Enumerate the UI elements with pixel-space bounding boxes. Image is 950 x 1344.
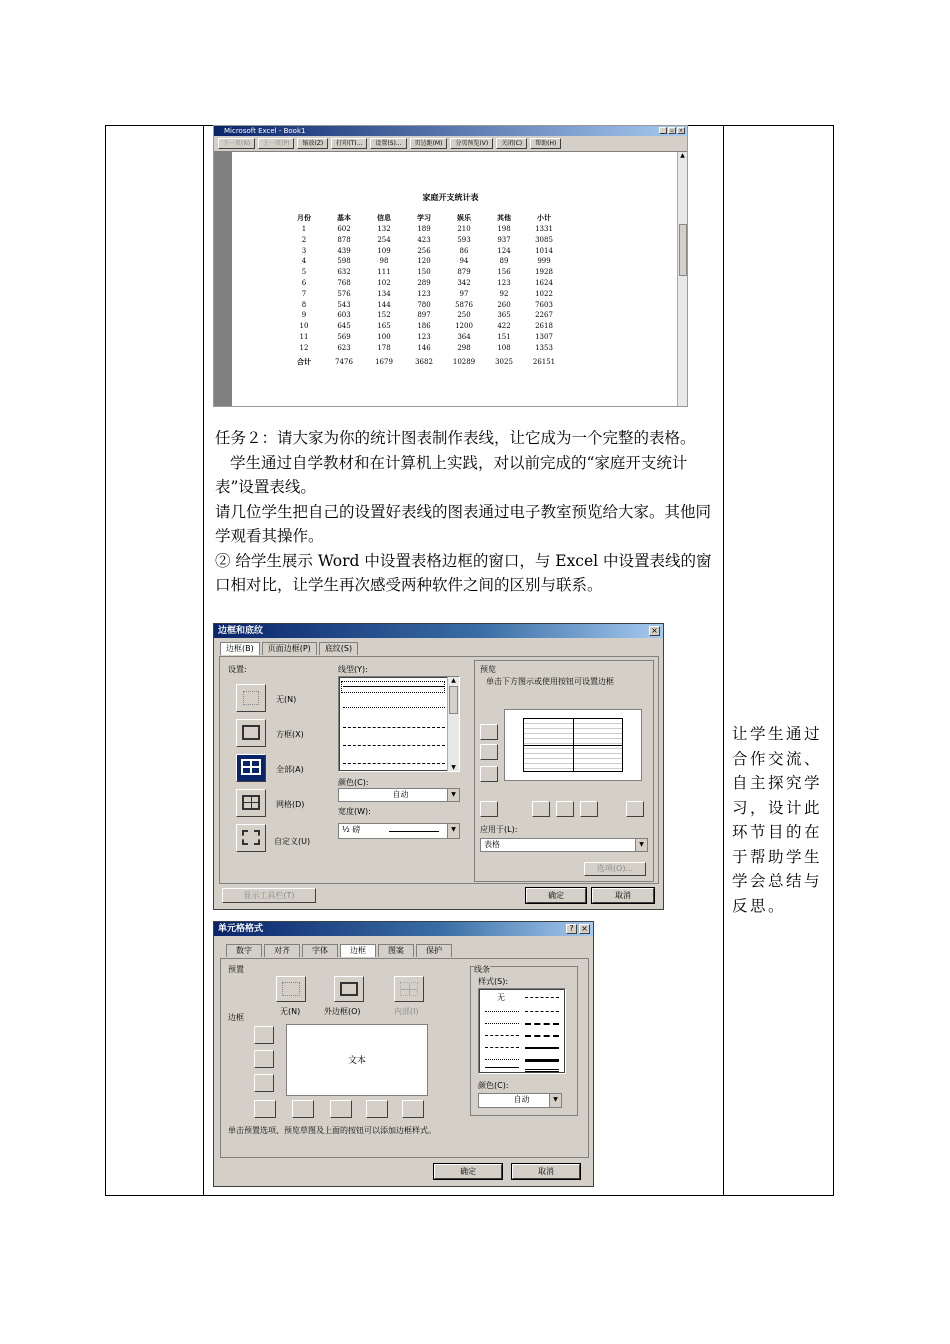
table-cell: 1353 — [535, 343, 553, 352]
bottom-border-button[interactable] — [480, 766, 498, 782]
table-cell: 3 — [301, 246, 307, 255]
table-cell: 768 — [337, 278, 351, 287]
line-style-list[interactable] — [478, 988, 566, 1074]
table-row — [284, 289, 564, 300]
preview-box — [504, 709, 642, 781]
print-button[interactable]: 打印(T)... — [331, 138, 367, 149]
table-cell: 1014 — [535, 246, 553, 255]
border-label: 边框 — [228, 1013, 244, 1022]
table-cell: 146 — [417, 343, 431, 352]
table-cell: 254 — [377, 235, 391, 244]
next-page-button[interactable]: 下一页(N) — [218, 138, 255, 149]
table-cell: 5 — [301, 268, 307, 277]
table-row — [284, 321, 564, 332]
word-borders-dialog — [213, 623, 664, 910]
table-cell: 151 — [497, 332, 511, 341]
setting-none-label: 无(N) — [276, 695, 297, 704]
total-cell: 合计 — [297, 356, 311, 366]
table-row — [284, 332, 564, 343]
table-cell: 1022 — [535, 289, 553, 298]
table-row — [284, 278, 564, 289]
diagonal-up-button[interactable] — [254, 1100, 276, 1118]
table-cell: 210 — [457, 225, 471, 233]
table-cell: 1 — [301, 225, 307, 233]
table-cell: 100 — [377, 332, 391, 341]
left-border-button[interactable] — [292, 1100, 314, 1118]
table-cell: 109 — [377, 246, 391, 255]
table-cell: 7 — [301, 289, 307, 298]
table-row — [284, 224, 564, 235]
compare-paragraph: ② 给学生展示 Word 中设置表格边框的窗口，与 Excel 中设置表线的窗口相对比，让学生再次感受两种软件之间的区别与联系。 — [215, 551, 712, 594]
setting-grid-icon[interactable] — [236, 789, 266, 817]
table-cell: 422 — [497, 322, 511, 331]
table-cell: 937 — [497, 235, 511, 244]
setting-box-label: 方框(X) — [276, 730, 304, 739]
chevron-down-icon[interactable]: ▼ — [635, 839, 647, 851]
preset-none-label: 无(N) — [280, 1007, 301, 1016]
cancel-button[interactable]: 取消 — [512, 1164, 580, 1179]
task-paragraph: 任务２：请大家为你的统计图表制作表线，让它成为一个完整的表格。 — [215, 429, 696, 447]
preview-table — [523, 718, 623, 772]
table-cell: 5876 — [455, 300, 473, 309]
table-cell: 178 — [377, 343, 391, 352]
table-row — [284, 310, 564, 321]
table-row — [284, 246, 564, 257]
table-cell: 10 — [299, 322, 309, 331]
linestyle-label: 线型(Y): — [338, 665, 368, 674]
setting-all-icon[interactable] — [236, 754, 266, 782]
width-label: 宽度(W): — [338, 807, 371, 816]
total-cell: 7476 — [335, 357, 353, 366]
inside-h-border-button[interactable] — [480, 744, 498, 760]
chevron-down-icon[interactable]: ▼ — [447, 824, 459, 838]
table-cell: 598 — [337, 257, 351, 266]
preset-outline-icon[interactable] — [334, 976, 364, 1002]
diagonal-down-button[interactable] — [626, 801, 644, 817]
apply-to-select[interactable] — [480, 838, 648, 852]
diagonal-down-button[interactable] — [402, 1100, 424, 1118]
tab-page-border[interactable]: 页面边框(P) — [262, 642, 317, 655]
table-cell: 999 — [537, 257, 551, 266]
table-cell: 342 — [457, 278, 471, 287]
inside-v-border-button[interactable] — [556, 801, 574, 817]
table-cell: 124 — [497, 246, 511, 255]
tab-patterns[interactable]: 图案 — [378, 944, 414, 957]
table-cell: 120 — [417, 257, 431, 266]
table-cell: 189 — [417, 225, 431, 233]
table-cell: 11 — [299, 332, 309, 341]
close-icon[interactable]: × — [678, 128, 684, 134]
preset-inside-label: 内部(I) — [394, 1007, 419, 1016]
table-cell: 602 — [337, 225, 351, 233]
column-header: 其他 — [497, 213, 511, 222]
sample-text: 文本 — [347, 1056, 366, 1066]
tab-borders[interactable]: 边框(B) — [220, 642, 260, 655]
table-cell: 7603 — [535, 300, 553, 309]
column-header: 基本 — [337, 213, 351, 222]
table-cell: 6 — [301, 278, 307, 287]
preview-margin — [214, 152, 232, 406]
table-cell: 780 — [417, 300, 431, 309]
table-row — [284, 235, 564, 246]
table-row — [284, 267, 564, 278]
color-value: 自动 — [513, 1095, 530, 1104]
middle-border-button[interactable] — [254, 1050, 274, 1068]
top-border-button[interactable] — [254, 1026, 274, 1044]
margins-button[interactable]: 页边距(M) — [410, 138, 448, 149]
preset-label: 预置 — [228, 965, 244, 974]
tab-border[interactable]: 边框 — [340, 944, 376, 957]
setup-button[interactable]: 设置(S)... — [370, 138, 406, 149]
excel-window-title: Microsoft Excel - Book1 — [224, 127, 306, 135]
table-cell: 156 — [497, 268, 511, 277]
preview-label: 预览 — [480, 665, 496, 674]
column-header: 月份 — [297, 213, 311, 222]
right-border-button[interactable] — [580, 801, 598, 817]
setting-all-label: 全部(A) — [276, 765, 304, 774]
vertical-scrollbar[interactable] — [677, 152, 687, 406]
total-cell: 10289 — [452, 357, 476, 366]
center-border-button[interactable] — [330, 1100, 352, 1118]
table-cell: 86 — [459, 246, 469, 255]
scroll-up-icon[interactable]: ▲ — [680, 152, 685, 159]
table-cell: 593 — [457, 235, 471, 244]
excel-titlebar — [214, 126, 687, 136]
ok-button[interactable]: 确定 — [434, 1164, 502, 1179]
scroll-thumb[interactable] — [679, 224, 687, 276]
table-cell: 569 — [337, 332, 351, 341]
minimize-icon[interactable]: _ — [659, 127, 667, 134]
table-cell: 879 — [457, 268, 471, 277]
table-cell: 1624 — [535, 278, 553, 287]
table-cell: 97 — [459, 289, 469, 298]
color-value: 自动 — [392, 790, 409, 799]
setting-none-icon[interactable] — [236, 684, 266, 712]
table-cell: 365 — [497, 311, 511, 320]
border-preview-box — [286, 1024, 428, 1096]
page-break-preview-button[interactable]: 分页预览(V) — [450, 138, 493, 149]
help-button[interactable]: 帮助(H) — [530, 138, 561, 149]
table-cell: 132 — [377, 225, 391, 233]
column-divider — [723, 126, 724, 1195]
table-cell: 439 — [337, 246, 351, 255]
apply-to-value: 表格 — [484, 840, 500, 849]
preview-hint: 单击下方图示或使用按钮可设置边框 — [486, 677, 614, 686]
table-cell: 198 — [497, 225, 511, 233]
show-toolbar-button[interactable]: 显示工具栏(T) — [222, 888, 316, 903]
table-row — [284, 256, 564, 267]
excel-format-cells-dialog — [213, 921, 594, 1187]
tab-font[interactable]: 字体 — [302, 944, 338, 957]
expense-table — [284, 212, 564, 370]
preset-outline-label: 外边框(O) — [324, 1007, 361, 1016]
table-cell: 108 — [497, 343, 511, 352]
table-cell: 289 — [417, 278, 431, 287]
table-cell: 1200 — [455, 322, 473, 331]
total-cell: 26151 — [532, 357, 556, 366]
table-cell: 260 — [497, 300, 511, 309]
table-cell: 250 — [457, 311, 471, 320]
apply-to-label: 应用于(L): — [480, 825, 518, 834]
options-button[interactable]: 选项(O)... — [584, 862, 646, 876]
table-cell: 9 — [301, 311, 307, 320]
table-cell: 123 — [417, 289, 431, 298]
preview-toolbar — [214, 136, 687, 152]
table-cell: 89 — [499, 257, 509, 266]
width-value: ½ 磅 — [342, 825, 361, 834]
table-cell: 623 — [337, 343, 351, 352]
cancel-button[interactable]: 取消 — [592, 888, 654, 903]
bottom-border-button[interactable] — [254, 1074, 274, 1092]
table-cell: 645 — [337, 322, 351, 331]
table-cell: 1928 — [535, 268, 553, 277]
column-header: 小计 — [537, 213, 551, 222]
help-icon[interactable]: ? — [566, 924, 577, 934]
design-intent-text: 让学生通过合作交流、自主探究学习，设计此环节目的在于帮助学生学会总结与反思。 — [732, 725, 823, 915]
color-select[interactable] — [338, 788, 460, 802]
table-cell: 423 — [417, 235, 431, 244]
close-button[interactable]: 关闭(C) — [496, 138, 527, 149]
close-icon[interactable]: × — [649, 626, 660, 636]
chevron-down-icon[interactable]: ▼ — [549, 1094, 561, 1107]
table-cell: 878 — [337, 235, 351, 244]
lesson-text — [215, 426, 720, 598]
dialog-title: 边框和底纹 — [214, 624, 663, 638]
setting-box-icon[interactable] — [236, 719, 266, 747]
table-cell: 144 — [377, 300, 391, 309]
tab-alignment[interactable]: 对齐 — [264, 944, 300, 957]
color-label: 颜色(C): — [338, 778, 369, 787]
table-row — [284, 343, 564, 354]
setting-custom-label: 自定义(U) — [274, 837, 311, 846]
chevron-down-icon[interactable]: ▼ — [447, 789, 459, 801]
table-cell: 150 — [417, 268, 431, 277]
tab-protection[interactable]: 保护 — [416, 944, 452, 957]
table-cell: 2267 — [535, 311, 553, 320]
table-cell: 94 — [459, 257, 469, 266]
table-cell: 165 — [377, 322, 391, 331]
tab-number[interactable]: 数字 — [226, 944, 262, 957]
linestyle-list[interactable] — [338, 676, 460, 772]
setting-custom-icon[interactable] — [236, 824, 266, 852]
practice-paragraph: 学生通过自学教材和在计算机上实践，对以前完成的“家庭开支统计表”设置表线。 — [215, 453, 688, 496]
column-header: 学习 — [417, 213, 431, 222]
table-cell: 186 — [417, 322, 431, 331]
setting-label: 设置: — [228, 665, 247, 674]
table-cell: 134 — [377, 289, 391, 298]
table-cell: 123 — [497, 278, 511, 287]
table-cell: 111 — [377, 268, 391, 277]
close-icon[interactable]: × — [579, 924, 590, 934]
table-cell: 8 — [301, 300, 307, 309]
column-divider — [203, 126, 204, 1195]
total-cell: 3025 — [495, 357, 513, 366]
preset-inside-icon[interactable] — [394, 976, 424, 1002]
table-cell: 1331 — [535, 225, 553, 233]
zoom-button[interactable]: 缩放(Z) — [297, 138, 328, 149]
preview-paragraph: 请几位学生把自己的设置好表线的图表通过电子教室预览给大家。其他同学观看其操作。 — [215, 502, 712, 545]
table-cell: 632 — [337, 268, 351, 277]
dialog-title: 单元格格式 — [214, 922, 593, 936]
preset-none-icon[interactable] — [276, 976, 306, 1002]
table-cell: 102 — [377, 278, 391, 287]
table-cell: 897 — [417, 311, 431, 320]
linestyle-scrollbar[interactable]: ▲ ▼ — [447, 677, 459, 771]
table-cell: 152 — [377, 311, 391, 320]
setting-grid-label: 网格(D) — [276, 800, 305, 809]
color-select[interactable] — [478, 1093, 562, 1108]
style-label: 样式(S): — [478, 977, 509, 986]
table-cell: 256 — [417, 246, 431, 255]
table-cell: 2 — [301, 235, 307, 244]
table-cell: 576 — [337, 289, 351, 298]
prev-page-button[interactable]: 上一页(P) — [258, 138, 294, 149]
width-select[interactable] — [338, 823, 460, 839]
border-hint: 单击预置选项、预览草图及上面的按钮可以添加边框样式。 — [228, 1126, 436, 1135]
ok-button[interactable]: 确定 — [526, 888, 586, 903]
table-cell: 92 — [499, 289, 509, 298]
table-cell: 12 — [299, 343, 309, 352]
excel-print-preview — [213, 125, 688, 407]
diagonal-up-button[interactable] — [480, 801, 498, 817]
column-header: 娱乐 — [457, 213, 471, 222]
top-border-button[interactable] — [480, 724, 498, 740]
table-cell: 3085 — [535, 235, 553, 244]
total-cell: 3682 — [415, 357, 433, 366]
left-border-button[interactable] — [532, 801, 550, 817]
tab-shading[interactable]: 底纹(S) — [319, 642, 358, 655]
table-cell: 1307 — [535, 332, 553, 341]
line-label: 线条 — [474, 965, 490, 974]
color-label: 颜色(C): — [478, 1081, 509, 1090]
table-cell: 98 — [379, 257, 389, 266]
table-cell: 603 — [337, 311, 351, 320]
table-cell: 4 — [301, 257, 307, 266]
none-style: 无 — [497, 993, 505, 1002]
table-row — [284, 300, 564, 311]
table-cell: 2618 — [535, 322, 553, 331]
column-header: 信息 — [377, 213, 391, 222]
right-border-button[interactable] — [366, 1100, 388, 1118]
table-cell: 123 — [417, 332, 431, 341]
table-cell: 543 — [337, 300, 351, 309]
total-cell: 1679 — [375, 357, 393, 366]
table-cell: 298 — [457, 343, 471, 352]
table-cell: 364 — [457, 332, 471, 341]
total-row — [284, 354, 564, 370]
maximize-icon[interactable]: ▫ — [668, 127, 676, 134]
sheet-title: 家庭开支统计表 — [422, 192, 479, 202]
